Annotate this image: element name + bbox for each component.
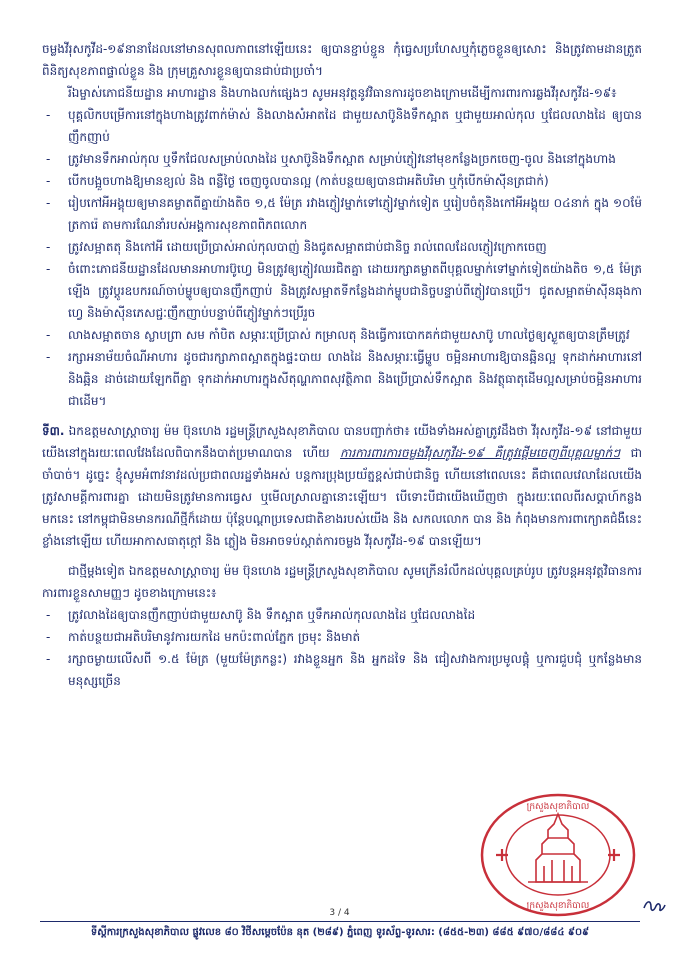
list-item: - កាត់បន្ថយជាអតិបរិមានូវការយកដៃ មកប៉ះពាល់ភ្នែក ច្រមុះ និងមាត់: [42, 626, 642, 648]
list-item: - រក្សាចម្ងាយលើសពី ១.៥ ម៉ែត្រ (មួយម៉ែត្រកន្លះ) រវាងខ្លួនអ្នក និង អ្នកដទៃ និង ជៀសវាងការប្រមូលផ្តុំ ឬការជួបជុំ ឬកន្លែងមានមនុស្សច្រើន: [42, 648, 642, 692]
seal-bottom-text: ក្រសួងសុខាភិបាល: [526, 901, 590, 911]
point-three-text-before: ឯកឧត្តមសាស្ត្រាចារ្យ ម៉ម ប៊ុនហេង រដ្ឋមន្ត្រីក្រសួងសុខាភិបាល បានបញ្ជាក់ថា៖ យើងទាំងអស់គ្នាត្រូវដឹងថា វីរុសកូវីដ-១៩ នៅជាមួយយើងនៅក្នុងរយៈពេលវែងដែលពិបាកនឹងបាត់ប្រមាណបាន ហើយ: [42, 424, 642, 460]
closing-intro-paragraph: ជាថ្មីម្តងទៀត ឯកឧត្តមសាស្ត្រាចារ្យ ម៉ម ប៊ុនហេង រដ្ឋមន្ត្រីក្រសួងសុខាភិបាល សូមក្រើនរំលឹកដល់បុគ្គលគ្រប់រូប ត្រូវបន្តអនុវត្តវិធានការការពារខ្លួនសាមញ្ញៗ ដូចខាងក្រោមនេះ៖: [42, 564, 642, 600]
footer-divider: [40, 921, 640, 922]
section-gap: [42, 552, 642, 560]
point-three-paragraph: [42, 420, 642, 552]
point-three-emphasis: ការការពារការចម្លងវីរុសកូវីដ-១៩ គឺត្រូវផ្តើមចេញពីបុគ្គលម្នាក់ៗ: [340, 446, 621, 460]
list-item: - រៀបកៅអីអង្គុយឲ្យមានគម្លាតពីគ្នាយ៉ាងតិច ១,៥ ម៉ែត្រ រវាងភ្ញៀវម្នាក់ទៅភ្ញៀវម្នាក់ទៀត ឬរៀបចំតុនិងកៅអីអង្គុយ ០៤នាក់ ក្នុង ១០ម៉ែត្រការ៉េ តាមការណែនាំរបស់អង្គការសុខភាពពិភពលោក: [42, 192, 642, 236]
temple-icon: [528, 814, 588, 882]
footer-address: ទីស្តីការក្រសួងសុខាភិបាល ផ្លូវលេខ ៨០ វិថីសម្តេចប៉ែន នុត (២៨៩) ភ្នំពេញ ទូរស័ព្ទ-ទូរសារ: (៨៥៥-២៣) ៨៨៥ ៩៧០/៨៨៤ ៩០៩: [90, 927, 590, 938]
closing-measures-list: [42, 604, 642, 692]
continuation-paragraph: ចម្លងវីរុសកូវីដ-១៩នានាដែលនៅមានសុពលភាពនៅឡើយនេះ ឲ្យបានខ្ជាប់ខ្ជួន កុំធ្វេសប្រហែសឬកុំភ្លេចខ្លួនឲ្យសោះ និងត្រូវតាមដានត្រួតពិនិត្យសុខភាពផ្ទាល់ខ្លួន និង ក្រុមគ្រួសារខ្លួនឲ្យបានជាប់ជាប្រចាំ។: [42, 42, 642, 78]
document-body: [42, 38, 642, 692]
point-three-text-after: ជាចាំបាច់។ ដូច្នេះ ខ្ញុំសូមអំពាវនាវដល់ប្រជាពលរដ្ឋទាំងអស់ បន្តការប្រុងប្រយ័ត្នខ្ពស់ជាប់ជានិច្ច ហើយនៅពេលនេះ គឺជាពេលវេលាដែលយើងត្រូវសាមគ្គីការពារគ្នា ដោយមិនត្រូវមានការធ្វេស ឬមើលស្រាលគ្នានោះឡើយ។ បើទោះបីជាយើងឃើញថា ក្នុងរយៈពេលពីរសប្តាហ៍កន្លងមកនេះ នៅកម្ពុជាមិនមានករណីថ្មីក៏ដោយ ប៉ុន្តែបណ្តាប្រទេសជាតិខាងរបស់យើង និង សកលលោក បាន និង កំពុងមានការពាក្យោគជំងឺនេះខ្លាំងនៅឡើយ ហើយអាកាសធាតុក្តៅ និង ភ្លៀង មិនអាចទប់ស្កាត់ការចម្លង វីរុសកូវីដ-១៩ បានឡើយ។: [42, 446, 642, 548]
point-three-number: ទី៣.: [42, 424, 65, 438]
list-item: - បើកបង្អួចហាងឱ្យមានខ្យល់ និង ពន្លឺថ្ងៃ ចេញចូលបានល្អ (កាត់បន្ថយឲ្យបានជាអតិបរិមា ឬកុំបើកម៉ាស៊ីនត្រជាក់): [42, 170, 642, 192]
list-item: - ត្រូវសម្អាតតុ និងកៅអី ដោយប្រើប្រាស់អាល់កុលបាញ់ និងជូតសម្អាតជាប់ជានិច្ច រាល់ពេលដែលភ្ញៀវក្រោកចេញ: [42, 236, 642, 258]
owners-measures-list: [42, 104, 642, 412]
ministry-seal-stamp: [478, 790, 638, 920]
section-gap: [42, 412, 642, 420]
seal-top-text: ក្រសួងសុខាភិបាល: [526, 802, 590, 812]
list-item: - ចំពោះភោជនីយដ្ឋានដែលមានអាហារប៊ូហ្វេ មិនត្រូវឲ្យភ្ញៀវឈរជិតគ្នា ដោយរក្សាគម្លាតពីបុគ្គលម្នាក់ទៅម្នាក់ទៀតយ៉ាងតិច ១,៥ ម៉ែត្រឡើង ត្រូវប្តូរឧបករណ៍ចាប់ម្ហូបឲ្យបានញឹកញាប់ និងត្រូវសម្អាតទីកន្លែងដាក់ម្ហូបជានិច្ចបន្ទាប់ពីភ្ញៀវបានប្រើ។ ជូតសម្អាតម៉ាស៊ីនឆុងកាហ្វេ និងម៉ាស៊ីនភេសជ្ជៈញឹកញាប់បន្ទាប់ពីភ្ញៀវម្នាក់ៗប្រើរួច: [42, 258, 642, 324]
red-cross-icon: [496, 849, 620, 861]
list-item: - បុគ្គលិកបម្រើការនៅក្នុងហាងត្រូវពាក់ម៉ាស់ និងលាងសំអាតដៃ ជាមួយសាប៊ូនិងទឹកស្អាត ឬជាមួយអាល់កុល ឬជែលលាងដៃ ឲ្យបានញឹកញាប់: [42, 104, 642, 148]
list-item: - ត្រូវលាងដៃឲ្យបានញឹកញាប់ជាមួយសាប៊ូ និង ទឹកស្អាត ឬទឹកអាល់កុលលាងដៃ ឬជែលលាងដៃ: [42, 604, 642, 626]
seal-inner-ring: [506, 815, 610, 895]
owners-intro-paragraph: រីឯម្ចាស់ភោជនីយដ្ឋាន អាហារដ្ឋាន និងហាងលក់ផ្សេងៗ សូមអនុវត្តនូវវិធានការដូចខាងក្រោមដើម្បីការពារការឆ្លងវីរុសកូវីដ-១៩៖: [68, 86, 617, 100]
page-number: 3 / 4: [329, 908, 350, 918]
list-item: - រក្សាអនាម័យចំណីអាហារ ដូចជារក្សាភាពស្អាតក្នុងផ្ទះបាយ លាងដៃ និងសម្ភារៈធ្វើម្ហូប ចម្អិនអាហារឱ្យបានឆ្អិនល្អ ទុកដាក់អាហារនៅ និងឆ្អិន ដាច់ដោយឡែកពីគ្នា ទុកដាក់អាហារក្នុងសីតុណ្ហភាពសុវត្ថិភាព និងប្រើប្រាស់ទឹកស្អាត និងវត្ថុធាតុដើមល្អសម្រាប់ចម្អិនអាហារជាដើម។: [42, 346, 642, 412]
list-item: - ត្រូវមានទឹកអាល់កុល ឬទឹកជែលសម្រាប់លាងដៃ ឬសាប៊ូនិងទឹកស្អាត សម្រាប់ភ្ញៀវនៅមុខកន្លែងច្រកចេញ-ចូល និងនៅក្នុងហាង: [42, 148, 642, 170]
list-item: - លាងសម្អាតចាន ស្លាបព្រា សម កាំបិត សម្ភារៈប្រើប្រាស់ កម្រាលតុ និងធ្វើការបោកគក់ជាមួយសាប៊ូ ហាលថ្ងៃឲ្យស្ងួតឲ្យបានត្រឹមត្រូវ: [42, 324, 642, 346]
